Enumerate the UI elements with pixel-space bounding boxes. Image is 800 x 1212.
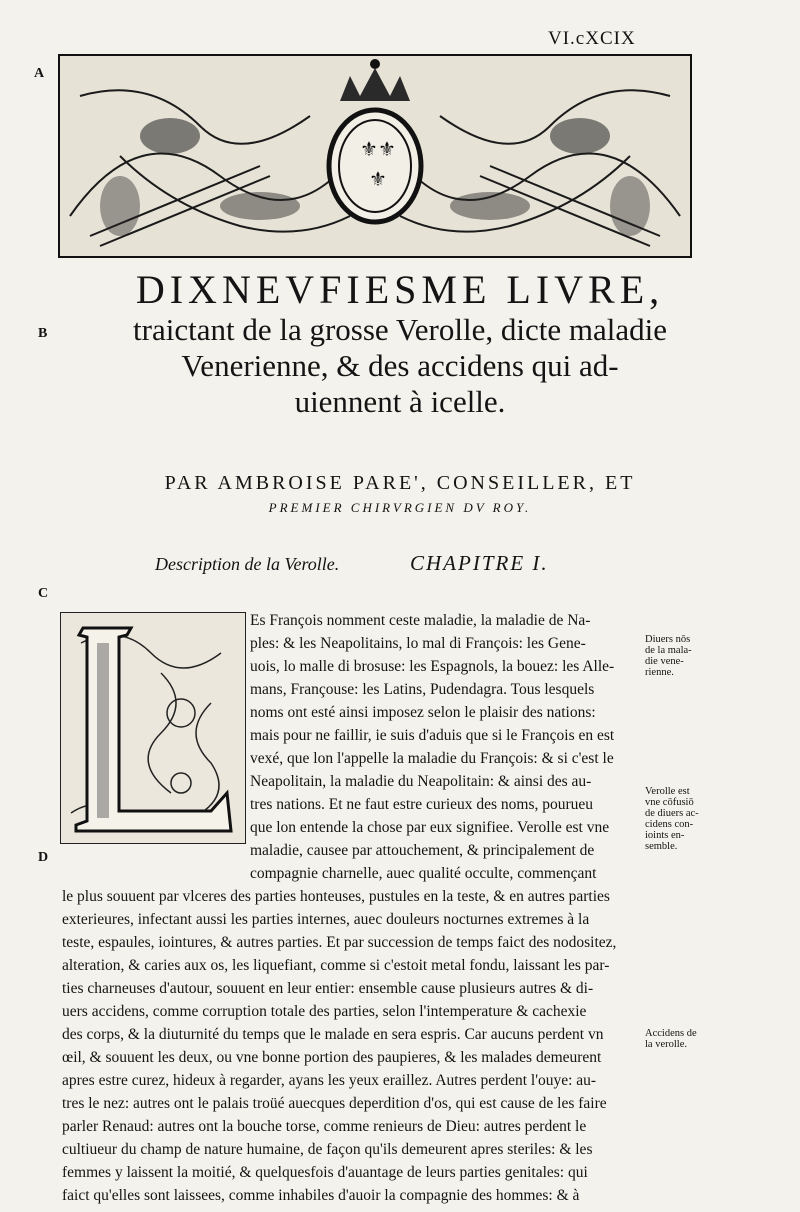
- headpiece-engraving-icon: [60, 56, 690, 256]
- body-line: œil, & souuent les deux, ou vne bonne portion des paupieres, & les malades demeurent: [62, 1049, 602, 1066]
- marginal-note-line: ioints en-: [645, 830, 685, 841]
- marginal-note-line: cidens con-: [645, 819, 694, 830]
- body-line: faict qu'elles sont laissees, comme inhabiles d'auoir la compagnie des hommes: & à: [62, 1187, 580, 1204]
- body-line: vexé, que lon l'appelle la maladie du François: & si c'est le: [250, 750, 614, 767]
- decorative-headpiece: [58, 54, 692, 258]
- book-title: DIXNEVFIESME LIVRE,: [135, 267, 665, 312]
- svg-text:⚜: ⚜: [360, 137, 378, 161]
- body-line: mans, Françouse: les Latins, Pudendagra. Tous lesquels: [250, 681, 595, 698]
- marginal-note-line: Accidens de: [645, 1028, 697, 1039]
- body-line: Neapolitain, la maladie du Neapolitain: & ainsi des au-: [250, 773, 592, 790]
- body-line: apres estre curez, hideux à regarder, ayans les yeux eraillez. Autres perdent l'ouye: au-: [62, 1072, 597, 1089]
- page-number: VI.cXCIX: [548, 28, 636, 49]
- margin-letter-a: A: [34, 66, 45, 81]
- marginal-note: [645, 786, 699, 852]
- body-line: tres nations. Et ne faut estre curieux des noms, pourueu: [250, 796, 594, 813]
- margin-letter-b: B: [38, 326, 48, 341]
- body-line: mais pour ne faillir, ie suis d'aduis que si le François en est: [250, 727, 615, 744]
- chapter-title: CHAPITRE I.: [410, 551, 549, 575]
- body-line: le plus souuent par vlceres des parties honteuses, pustules en la teste, & en autres parties: [62, 888, 610, 905]
- body-line: compagnie charnelle, auec qualité occulte, commençant: [250, 865, 597, 882]
- body-line: uers accidens, comme corruption totale des parties, selon l'intemperature & cachexie: [62, 1003, 587, 1020]
- svg-text:⚜: ⚜: [369, 167, 387, 191]
- body-line: cultiueur du champ de nature humaine, de façon qu'ils demeurent apres steriles: & les: [62, 1141, 593, 1158]
- subtitle-line: uiennent à icelle.: [294, 384, 506, 419]
- subtitle-line: traictant de la grosse Verolle, dicte maladie: [133, 312, 667, 347]
- book-subtitle: [100, 312, 700, 420]
- marginal-note-line: vne cōfusiō: [645, 797, 694, 808]
- marginal-note-line: Verolle est: [645, 786, 690, 797]
- body-line: que lon entende la chose par eux signifiee. Verolle est vne: [250, 819, 610, 836]
- margin-letter-c: C: [38, 586, 49, 601]
- body-line: parler Renaud: autres ont la bouche torse, comme renieurs de Dieu: autres perdent le: [62, 1118, 587, 1135]
- body-line: des corps, & la diuturnité du temps que le malade en sera espris. Car aucuns perdent vn: [62, 1026, 604, 1043]
- marginal-note-line: die vene-: [645, 656, 684, 667]
- body-line: femmes y laissent la moitié, & quelquesfois d'auantage de leurs parties genitales: qui: [62, 1164, 588, 1181]
- marginal-note-line: la verolle.: [645, 1039, 687, 1050]
- body-line: maladie, causee par attouchement, & principalement de: [250, 842, 595, 859]
- author-line: PAR AMBROISE PARE', CONSEILLER, ET: [164, 472, 636, 494]
- body-line: tres le nez: autres ont le palais troüé auecques deperdition d'os, qui est cause de les faire: [62, 1095, 607, 1112]
- body-line: ties charneuses d'autour, souuent en leur entier: ensemble cause plusieurs autres & di-: [62, 980, 594, 997]
- chapter-description: Description de la Verolle.: [155, 554, 340, 574]
- decorated-initial-engraving-icon: [61, 613, 245, 843]
- marginal-note-line: Diuers nōs: [645, 634, 691, 645]
- marginal-note-line: rienne.: [645, 667, 674, 678]
- body-line: ples: & les Neapolitains, lo mal di François: les Gene-: [250, 635, 586, 652]
- author-title-line: PREMIER CHIRVRGIEN DV ROY.: [268, 500, 532, 515]
- marginal-note: [645, 634, 692, 678]
- svg-text:⚜: ⚜: [378, 137, 396, 161]
- body-line: Es François nomment ceste maladie, la maladie de Na-: [250, 612, 591, 629]
- decorated-initial: [60, 612, 246, 844]
- marginal-note-line: de diuers ac-: [645, 808, 699, 819]
- body-line: alteration, & caries aux os, les liquefiant, comme si c'estoit metal fondu, laissant les par-: [62, 957, 610, 974]
- marginal-note: [645, 1028, 697, 1050]
- body-line: uois, lo malle di brosuse: les Espagnols, la bouez: les Alle-: [250, 658, 615, 675]
- marginal-note-line: de la mala-: [645, 645, 692, 656]
- body-line: exterieures, infectant aussi les parties internes, auec douleurs nocturnes extremes à la: [62, 911, 590, 928]
- marginal-note-line: semble.: [645, 841, 678, 852]
- subtitle-line: Venerienne, & des accidens qui ad-: [181, 348, 619, 383]
- body-line: noms ont esté ainsi imposez selon le plaisir des nations:: [250, 704, 596, 721]
- body-line: teste, espaules, iointures, & autres parties. Et par succession de temps faict des nodositez,: [62, 934, 617, 951]
- margin-letter-d: D: [38, 850, 49, 865]
